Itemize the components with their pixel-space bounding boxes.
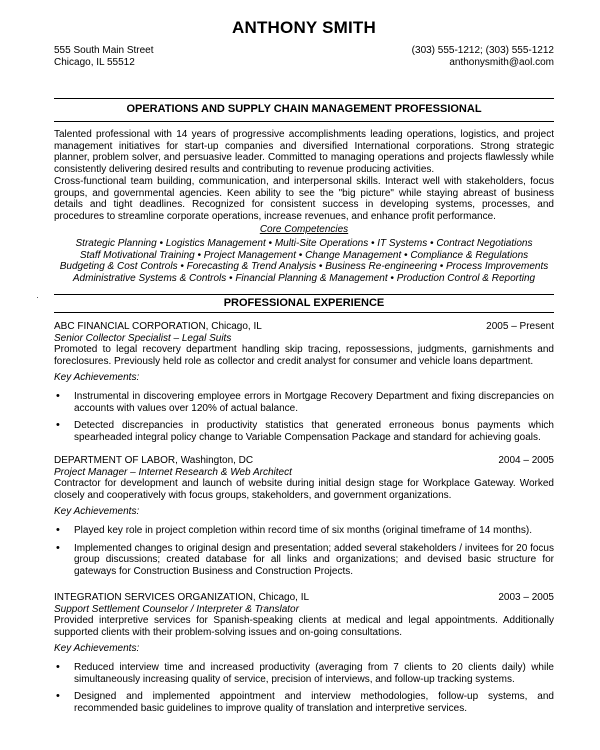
divider-experience-bottom xyxy=(54,312,554,313)
job-entry-integration-services xyxy=(54,592,554,638)
job-entry-department-of-labor xyxy=(54,455,554,501)
achievement-item: • Reduced interview time and increased productivity (averaging from 7 clients to 20 clients daily) while simultaneously increasing quality of service, precision of interviews, and follow-up tracking systems. xyxy=(54,662,554,685)
stray-mark xyxy=(37,297,38,298)
competency-line: Strategic Planning • Logistics Management • Multi-Site Operations • IT Systems • Contract Negotiations xyxy=(75,238,533,249)
experience-section-title: PROFESSIONAL EXPERIENCE xyxy=(223,297,385,309)
job-dates: 2003 – 2005 xyxy=(498,592,554,603)
job-employer: DEPARTMENT OF LABOR, Washington, DC xyxy=(54,455,254,466)
address-street: 555 South Main Street xyxy=(54,45,154,56)
achievements-list xyxy=(54,391,554,449)
job-employer: INTEGRATION SERVICES ORGANIZATION, Chicago, IL xyxy=(54,592,310,603)
core-competencies-title: Core Competencies xyxy=(259,224,349,235)
address-city: Chicago, IL 55512 xyxy=(54,57,135,68)
contact-block xyxy=(412,45,554,69)
job-description: Provided interpretive services for Spanish-speaking clients at medical and legal appointments. Additionally supported clients with their problem-solving issues and on-going consultations. xyxy=(54,615,554,638)
summary-paragraph-1: Talented professional with 14 years of progressive accomplishments leading operations, logistics, and project management initiatives for start-up companies and diversified International corporations. Strong strategic planner, problem solver, and persuasive leader. Committed to managing operations and projects flawlessly while consistently delivering desired results and contributing to revenue producing activities. xyxy=(54,129,554,175)
phone-numbers: (303) 555-1212; (303) 555-1212 xyxy=(411,45,554,56)
achievements-list xyxy=(54,662,554,720)
job-description: Contractor for development and launch of website during initial design stage for Workplace Gateway. Worked closely and cooperatively with focus groups, stakeholders, and government organizations. xyxy=(54,478,554,501)
divider-experience-top xyxy=(54,294,554,295)
email-address: anthonysmith@aol.com xyxy=(449,57,554,68)
achievement-item: • Designed and implemented appointment and interview methodologies, follow-up systems, and recommended basic guidelines to improve quality of translation and interpretive services. xyxy=(54,691,554,714)
headline-title: OPERATIONS AND SUPPLY CHAIN MANAGEMENT PROFESSIONAL xyxy=(126,103,482,115)
summary-paragraph-2: Cross-functional team building, communication, and interpersonal skills. Interact well with stakeholders, focus groups, and governmental agencies. Keen ability to see the "big picture" while staying abreast of business details and tight deadlines. Recognized for consistent success in developing systems, processes, and procedures to streamline corporate operations, increase revenues, and enhance profit performance. xyxy=(54,176,554,222)
key-achievements-label: Key Achievements: xyxy=(54,643,140,654)
key-achievements-label: Key Achievements: xyxy=(54,506,140,517)
job-title: Support Settlement Counselor / Interpreter & Translator xyxy=(54,603,299,615)
job-title: Project Manager – Internet Research & Web Architect xyxy=(54,466,292,478)
core-competencies-heading xyxy=(54,224,554,235)
achievements-list xyxy=(54,525,554,583)
competency-line: Administrative Systems & Controls • Financial Planning & Management • Production Control & Reporting xyxy=(72,272,536,284)
candidate-name: ANTHONY SMITH xyxy=(232,18,376,37)
address-block xyxy=(54,45,154,69)
achievement-item: • Implemented changes to original design and presentation; added several stakeholders / invitees for 20 focus group discussions; created database for all links and organizations; and devised basic structure for gateways for Construction Business and Construction Projects. xyxy=(54,543,554,578)
job-employer: ABC FINANCIAL CORPORATION, Chicago, IL xyxy=(54,321,262,332)
achievement-item: • Played key role in project completion within record time of six months (original timeframe of 14 months). xyxy=(54,525,554,537)
core-competencies-list xyxy=(54,238,554,284)
job-title: Senior Collector Specialist – Legal Suits xyxy=(54,332,232,344)
divider-headline-bottom xyxy=(54,121,554,122)
job-description: Promoted to legal recovery department handling skip tracing, repossessions, judgments, garnishments and foreclosures. Previously held role as collector and credit analyst for consumer and vehicle loans department. xyxy=(54,344,554,367)
competency-line: Staff Motivational Training • Project Management • Change Management • Compliance & Regulations xyxy=(79,249,529,261)
job-dates: 2004 – 2005 xyxy=(498,455,554,466)
achievement-item: • Instrumental in discovering employee errors in Mortgage Recovery Department and fixing discrepancies on accounts with values over 120% of actual balance. xyxy=(54,391,554,414)
divider-top xyxy=(54,98,554,99)
achievement-item: • Detected discrepancies in productivity statistics that generated erroneous bonus payments which spearheaded integral policy change to Variable Compensation Package and standard for achieving goals. xyxy=(54,420,554,443)
job-entry-abc-financial xyxy=(54,321,554,367)
key-achievements-label: Key Achievements: xyxy=(54,372,140,383)
job-dates: 2005 – Present xyxy=(486,321,554,332)
competency-line: Budgeting & Cost Controls • Forecasting & Trend Analysis • Business Re-engineering • Process Improvements xyxy=(59,261,549,273)
